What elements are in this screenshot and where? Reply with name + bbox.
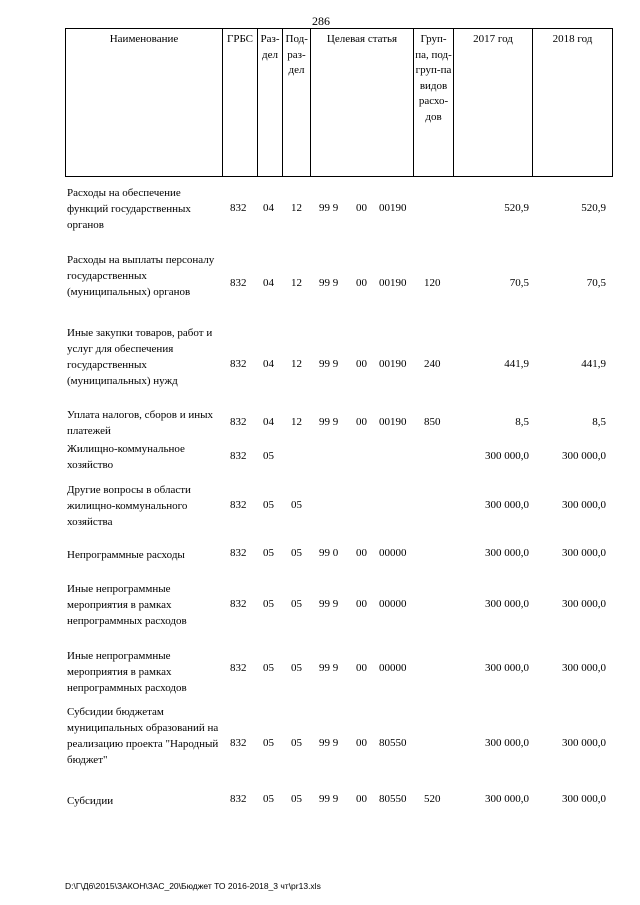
row-2017: 520,9 [504,202,529,214]
row-grbs: 832 [230,277,247,289]
row-target-program: 99 9 [319,662,339,674]
file-path-footer: D:\Г\Д6\2015\ЗАКОН\ЗАС_20\Бюджет ТО 2016-2018_3 чт\pr13.xls [65,881,321,891]
row-podrazdel: 12 [291,202,302,214]
header-grbs: ГРБС [223,29,258,176]
row-podrazdel: 05 [291,793,302,805]
row-grbs: 832 [230,416,247,428]
row-grbs: 832 [230,793,247,805]
row-target-program: 99 9 [319,277,339,289]
row-name: Другие вопросы в области жилищно-коммунального хозяйства [67,484,191,528]
row-razdel: 05 [263,547,274,559]
row-target-program: 99 9 [319,416,339,428]
row-grbs: 832 [230,202,247,214]
header-podrazdel [283,29,311,176]
row-group: 520 [424,793,441,805]
row-name: Непрограммные расходы [67,549,185,561]
row-2017: 8,5 [515,416,529,428]
row-razdel: 04 [263,277,274,289]
row-podrazdel: 05 [291,598,302,610]
header-group [414,29,454,176]
row-razdel: 05 [263,598,274,610]
row-target-code: 00190 [379,358,407,370]
row-podrazdel: 12 [291,277,302,289]
row-target-code: 00000 [379,662,407,674]
row-target-program: 99 9 [319,793,339,805]
row-razdel: 05 [263,450,274,462]
row-grbs: 832 [230,547,247,559]
row-razdel: 05 [263,793,274,805]
row-razdel: 05 [263,662,274,674]
row-razdel: 05 [263,737,274,749]
row-2018: 300 000,0 [562,598,606,610]
row-grbs: 832 [230,598,247,610]
row-name: Субсидии бюджетам муниципальных образований на реализацию проекта "Народный бюджет" [67,706,219,766]
header-target: Целевая статья [311,29,414,176]
row-target-sub: 00 [356,358,367,370]
row-grbs: 832 [230,450,247,462]
row-2018: 300 000,0 [562,737,606,749]
row-razdel: 04 [263,416,274,428]
row-target-program: 99 9 [319,202,339,214]
row-target-sub: 00 [356,277,367,289]
row-name: Расходы на обеспечение функций государственных органов [67,187,191,231]
table-header [65,28,613,177]
row-grbs: 832 [230,499,247,511]
row-2017: 300 000,0 [485,598,529,610]
page-number: 286 [312,14,330,28]
row-target-code: 00000 [379,598,407,610]
row-podrazdel: 05 [291,737,302,749]
row-name: Уплата налогов, сборов и иных платежей [67,409,214,437]
row-podrazdel: 05 [291,547,302,559]
row-2018: 300 000,0 [562,547,606,559]
row-target-code: 00190 [379,416,407,428]
header-2017: 2017 год [454,29,533,176]
header-group-text: Груп-па, под-груп-па видов расхо-дов [415,33,452,123]
row-2018: 70,5 [586,277,606,289]
row-target-program: 99 9 [319,598,339,610]
row-2018: 441,9 [581,358,606,370]
row-2018: 300 000,0 [562,662,606,674]
row-target-code: 00190 [379,277,407,289]
row-group: 850 [424,416,441,428]
row-podrazdel: 05 [291,499,302,511]
row-2017: 300 000,0 [485,793,529,805]
row-2018: 520,9 [581,202,606,214]
row-razdel: 04 [263,202,274,214]
row-name: Иные непрограммные мероприятия в рамках непрограммных расходов [67,583,187,627]
row-2017: 300 000,0 [485,737,529,749]
header-razdel-text: Раз-дел [260,33,280,61]
row-grbs: 832 [230,737,247,749]
row-target-code: 80550 [379,793,407,805]
row-target-sub: 00 [356,598,367,610]
row-name: Расходы на выплаты персоналу государственных (муниципальных) органов [67,254,215,298]
row-2017: 300 000,0 [485,662,529,674]
row-target-sub: 00 [356,202,367,214]
row-target-program: 99 0 [319,547,339,559]
row-2017: 70,5 [509,277,529,289]
row-group: 120 [424,277,441,289]
row-name: Иные непрограммные мероприятия в рамках непрограммных расходов [67,650,187,694]
row-2017: 441,9 [504,358,529,370]
row-grbs: 832 [230,358,247,370]
row-2018: 300 000,0 [562,450,606,462]
row-2018: 300 000,0 [562,499,606,511]
row-target-sub: 00 [356,793,367,805]
row-2017: 300 000,0 [485,450,529,462]
row-group: 240 [424,358,441,370]
row-target-sub: 00 [356,416,367,428]
row-name: Субсидии [67,795,114,807]
row-2017: 300 000,0 [485,547,529,559]
header-razdel [258,29,283,176]
row-2018: 8,5 [592,416,606,428]
row-target-program: 99 9 [319,737,339,749]
row-target-sub: 00 [356,737,367,749]
row-target-program: 99 9 [319,358,339,370]
row-razdel: 04 [263,358,274,370]
row-target-code: 00190 [379,202,407,214]
row-razdel: 05 [263,499,274,511]
row-podrazdel: 12 [291,358,302,370]
row-name: Жилищно-коммунальное хозяйство [67,443,185,471]
header-2018: 2018 год [552,33,593,45]
row-grbs: 832 [230,662,247,674]
row-target-sub: 00 [356,547,367,559]
row-2017: 300 000,0 [485,499,529,511]
row-target-sub: 00 [356,662,367,674]
row-target-code: 80550 [379,737,407,749]
header-podrazdel-text: Под-раз-дел [285,33,308,76]
row-podrazdel: 05 [291,662,302,674]
row-podrazdel: 12 [291,416,302,428]
row-name: Иные закупки товаров, работ и услуг для обеспечения государственных (муниципальных) нужд [67,327,213,387]
row-2018: 300 000,0 [562,793,606,805]
row-target-code: 00000 [379,547,407,559]
header-name: Наименование [66,29,223,176]
